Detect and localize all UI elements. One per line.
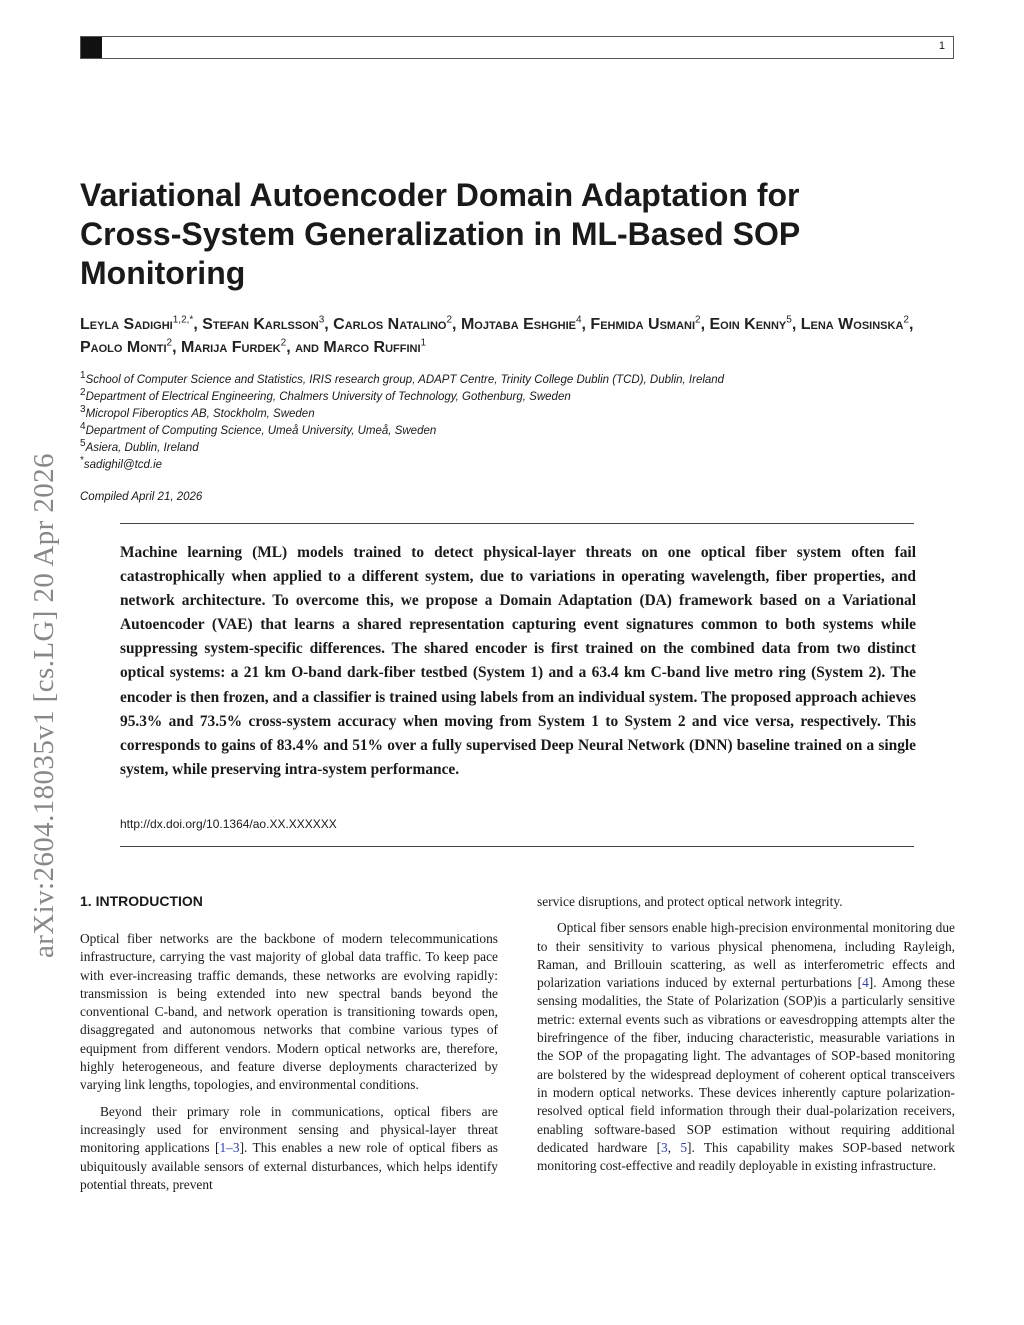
author-list: Leyla Sadighi$^{1,2,*}$, Stefan Karlsson$^3$, Carlos Natalino$^2$, Mojtaba Eshghie$^4$, Fehmida Usmani$^2$, Eoin Kenny$^5$, Lena Wosinska$^2$, Paolo Monti$^2$, Marija Furdek$^2$, and Marco Ruffini$^1$ bbox=[80, 314, 914, 356]
abstract-top-rule bbox=[120, 523, 914, 524]
author-affiliation-mark: 2 bbox=[280, 337, 287, 349]
affiliations bbox=[80, 372, 960, 474]
affiliation-line bbox=[80, 457, 960, 474]
abstract-bottom-rule bbox=[120, 846, 914, 847]
author-affiliation-mark: 5 bbox=[786, 314, 792, 326]
affiliation-line bbox=[80, 372, 960, 389]
header-block-marker bbox=[81, 37, 102, 58]
affiliation-line bbox=[80, 423, 960, 440]
affiliation-mark: * bbox=[80, 455, 84, 467]
doi-link[interactable]: http://dx.doi.org/10.1364/ao.XX.XXXXXX bbox=[120, 817, 337, 831]
author-name: Carlos Natalino bbox=[333, 316, 447, 333]
author-name: Eoin Kenny bbox=[709, 316, 787, 333]
affiliation-mark: 1 bbox=[80, 370, 86, 382]
left-column bbox=[80, 930, 498, 1194]
affiliation-mark: 3 bbox=[80, 404, 86, 416]
citation-link[interactable]: 4 bbox=[862, 975, 869, 991]
author-name: Leyla Sadighi bbox=[80, 316, 173, 333]
affiliation-text: Department of Electrical Engineering, Chalmers University of Technology, Gothenburg, Sweden bbox=[85, 391, 571, 403]
citation-link[interactable]: 3 bbox=[661, 1139, 668, 1155]
affiliation-text: Asiera, Dublin, Ireland bbox=[85, 442, 199, 454]
affiliation-line bbox=[80, 406, 960, 423]
author-name: Marco Ruffini bbox=[323, 339, 421, 356]
citation-link[interactable]: 5 bbox=[680, 1139, 688, 1155]
page-number: 1 bbox=[938, 40, 945, 52]
affiliation-line bbox=[80, 389, 960, 406]
affiliation-text: School of Computer Science and Statistics, IRIS research group, ADAPT Centre, Trinity College Dublin (TCD), Dublin, Ireland bbox=[85, 374, 725, 386]
author-name: Stefan Karlsson bbox=[202, 316, 319, 333]
affiliation-line bbox=[80, 440, 960, 457]
author-affiliation-mark: 2 bbox=[446, 314, 453, 326]
author-affiliation-mark: 2 bbox=[166, 337, 173, 349]
affiliation-mark: 2 bbox=[80, 387, 86, 399]
affiliation-text: Micropol Fiberoptics AB, Stockholm, Sweden bbox=[85, 408, 315, 420]
author-affiliation-mark: 2 bbox=[695, 314, 701, 326]
author-name: Mojtaba Eshghie bbox=[460, 316, 576, 333]
compiled-date: Compiled April 21, 2026 bbox=[80, 491, 203, 503]
author-name: Marija Furdek bbox=[180, 339, 281, 356]
running-header bbox=[80, 36, 954, 59]
citation-link[interactable]: 1–3 bbox=[219, 1140, 240, 1156]
section-heading-introduction: 1. INTRODUCTION bbox=[80, 893, 203, 909]
intro-paragraph-1: Optical fiber networks are the backbone of modern telecommunications infrastructure, carrying the vast majority of global data traffic. To keep pace with ever-increasing traffic demands, these networks are evolving rapidly: transmission is being extended into new spectral bands beyond the conventional C-band, and network operation is transitioning towards open, disaggregated and autonomous networks that combine various types of equipment from different vendors. Modern optical networks are, therefore, highly heterogeneous, and feature diverse deployments characterized by varying link lengths, topologies, and environmental conditions. bbox=[80, 931, 498, 1093]
intro-paragraph-2: Beyond their primary role in communications, optical fibers are increasingly used for environment sensing and physical-layer threat monitoring applications [1–3]. This enables a new role of optical fibers as ubiquitously available sensors of external disturbances, which helps identify potential threats, prevent bbox=[80, 1103, 498, 1192]
author-affiliation-mark: 4 bbox=[575, 314, 582, 326]
abstract: Machine learning (ML) models trained to detect physical-layer threats on one optical fiber system often fail catastrophically when applied to a different system, due to variations in operating wavelength, fiber properties, and network architecture. To overcome this, we propose a Domain Adaptation (DA) framework based on a Variational Autoencoder (VAE) that learns a shared representation capturing event signatures common to both systems while suppressing system-specific differences. The shared encoder is first trained on the combined data from two distinct optical systems: a 21 km O-band dark-fiber testbed (System 1) and a 63.4 km C-band live metro ring (System 2). The encoder is then frozen, and a classifier is trained using labels from an individual system. The proposed approach achieves 95.3% and 73.5% cross-system accuracy when moving from System 1 to System 2 and vice versa, respectively. This corresponds to gains of 83.4% and 51% over a fully supervised Deep Neural Network (DNN) baseline trained on a single system, while preserving intra-system performance. bbox=[120, 544, 916, 778]
intro-paragraph-4: Optical fiber sensors enable high-precision environmental monitoring due to their sensitivity to various physical phenomena, including Rayleigh, Raman, and Brillouin scattering, as well as interferometric effects and polarization variations induced by external perturbations [4]. Among these sensing modalities, the State of Polarization (SOP)is a particularly sensitive metric: external events such as vibrations or eavesdropping attempts alter the birefringence of the fiber, inducing characteristic, measurable variations in the SOP of the propagating light. The advantages of SOP-based monitoring are bolstered by the widespread deployment of coherent optical transceivers in modern optical networks. These devices inherently capture polarization-resolved optical field information through their dual-polarization receivers, enabling software-based SOP estimation without requiring additional dedicated hardware [3, 5]. This capability makes SOP-based network monitoring cost-effective and readily deployable in existing infrastructure. bbox=[537, 920, 955, 1174]
author-name: Fehmida Usmani bbox=[590, 316, 696, 333]
author-affiliation-mark: 1 bbox=[420, 337, 427, 349]
right-column bbox=[537, 893, 955, 1175]
author-affiliation-mark: 1,2,* bbox=[172, 314, 194, 326]
affiliation-mark: 5 bbox=[80, 438, 86, 450]
paper-title: Variational Autoencoder Domain Adaptation for Cross-System Generalization in ML-Based SOP Monitoring bbox=[80, 177, 800, 291]
affiliation-text[interactable]: sadighil@tcd.ie bbox=[83, 459, 163, 471]
author-affiliation-mark: 2 bbox=[903, 314, 909, 326]
author-name: Paolo Monti bbox=[80, 339, 167, 356]
author-conjunction: and bbox=[295, 339, 319, 356]
author-affiliation-mark: 3 bbox=[318, 314, 325, 326]
intro-paragraph-3: service disruptions, and protect optical network integrity. bbox=[537, 894, 843, 909]
affiliation-text: Department of Computing Science, Umeå University, Umeå, Sweden bbox=[85, 425, 437, 437]
author-name: Lena Wosinska bbox=[800, 316, 904, 333]
arxiv-stamp: arXiv:2604.18035v1 [cs.LG] 20 Apr 2026 bbox=[28, 453, 60, 958]
affiliation-mark: 4 bbox=[80, 421, 86, 433]
